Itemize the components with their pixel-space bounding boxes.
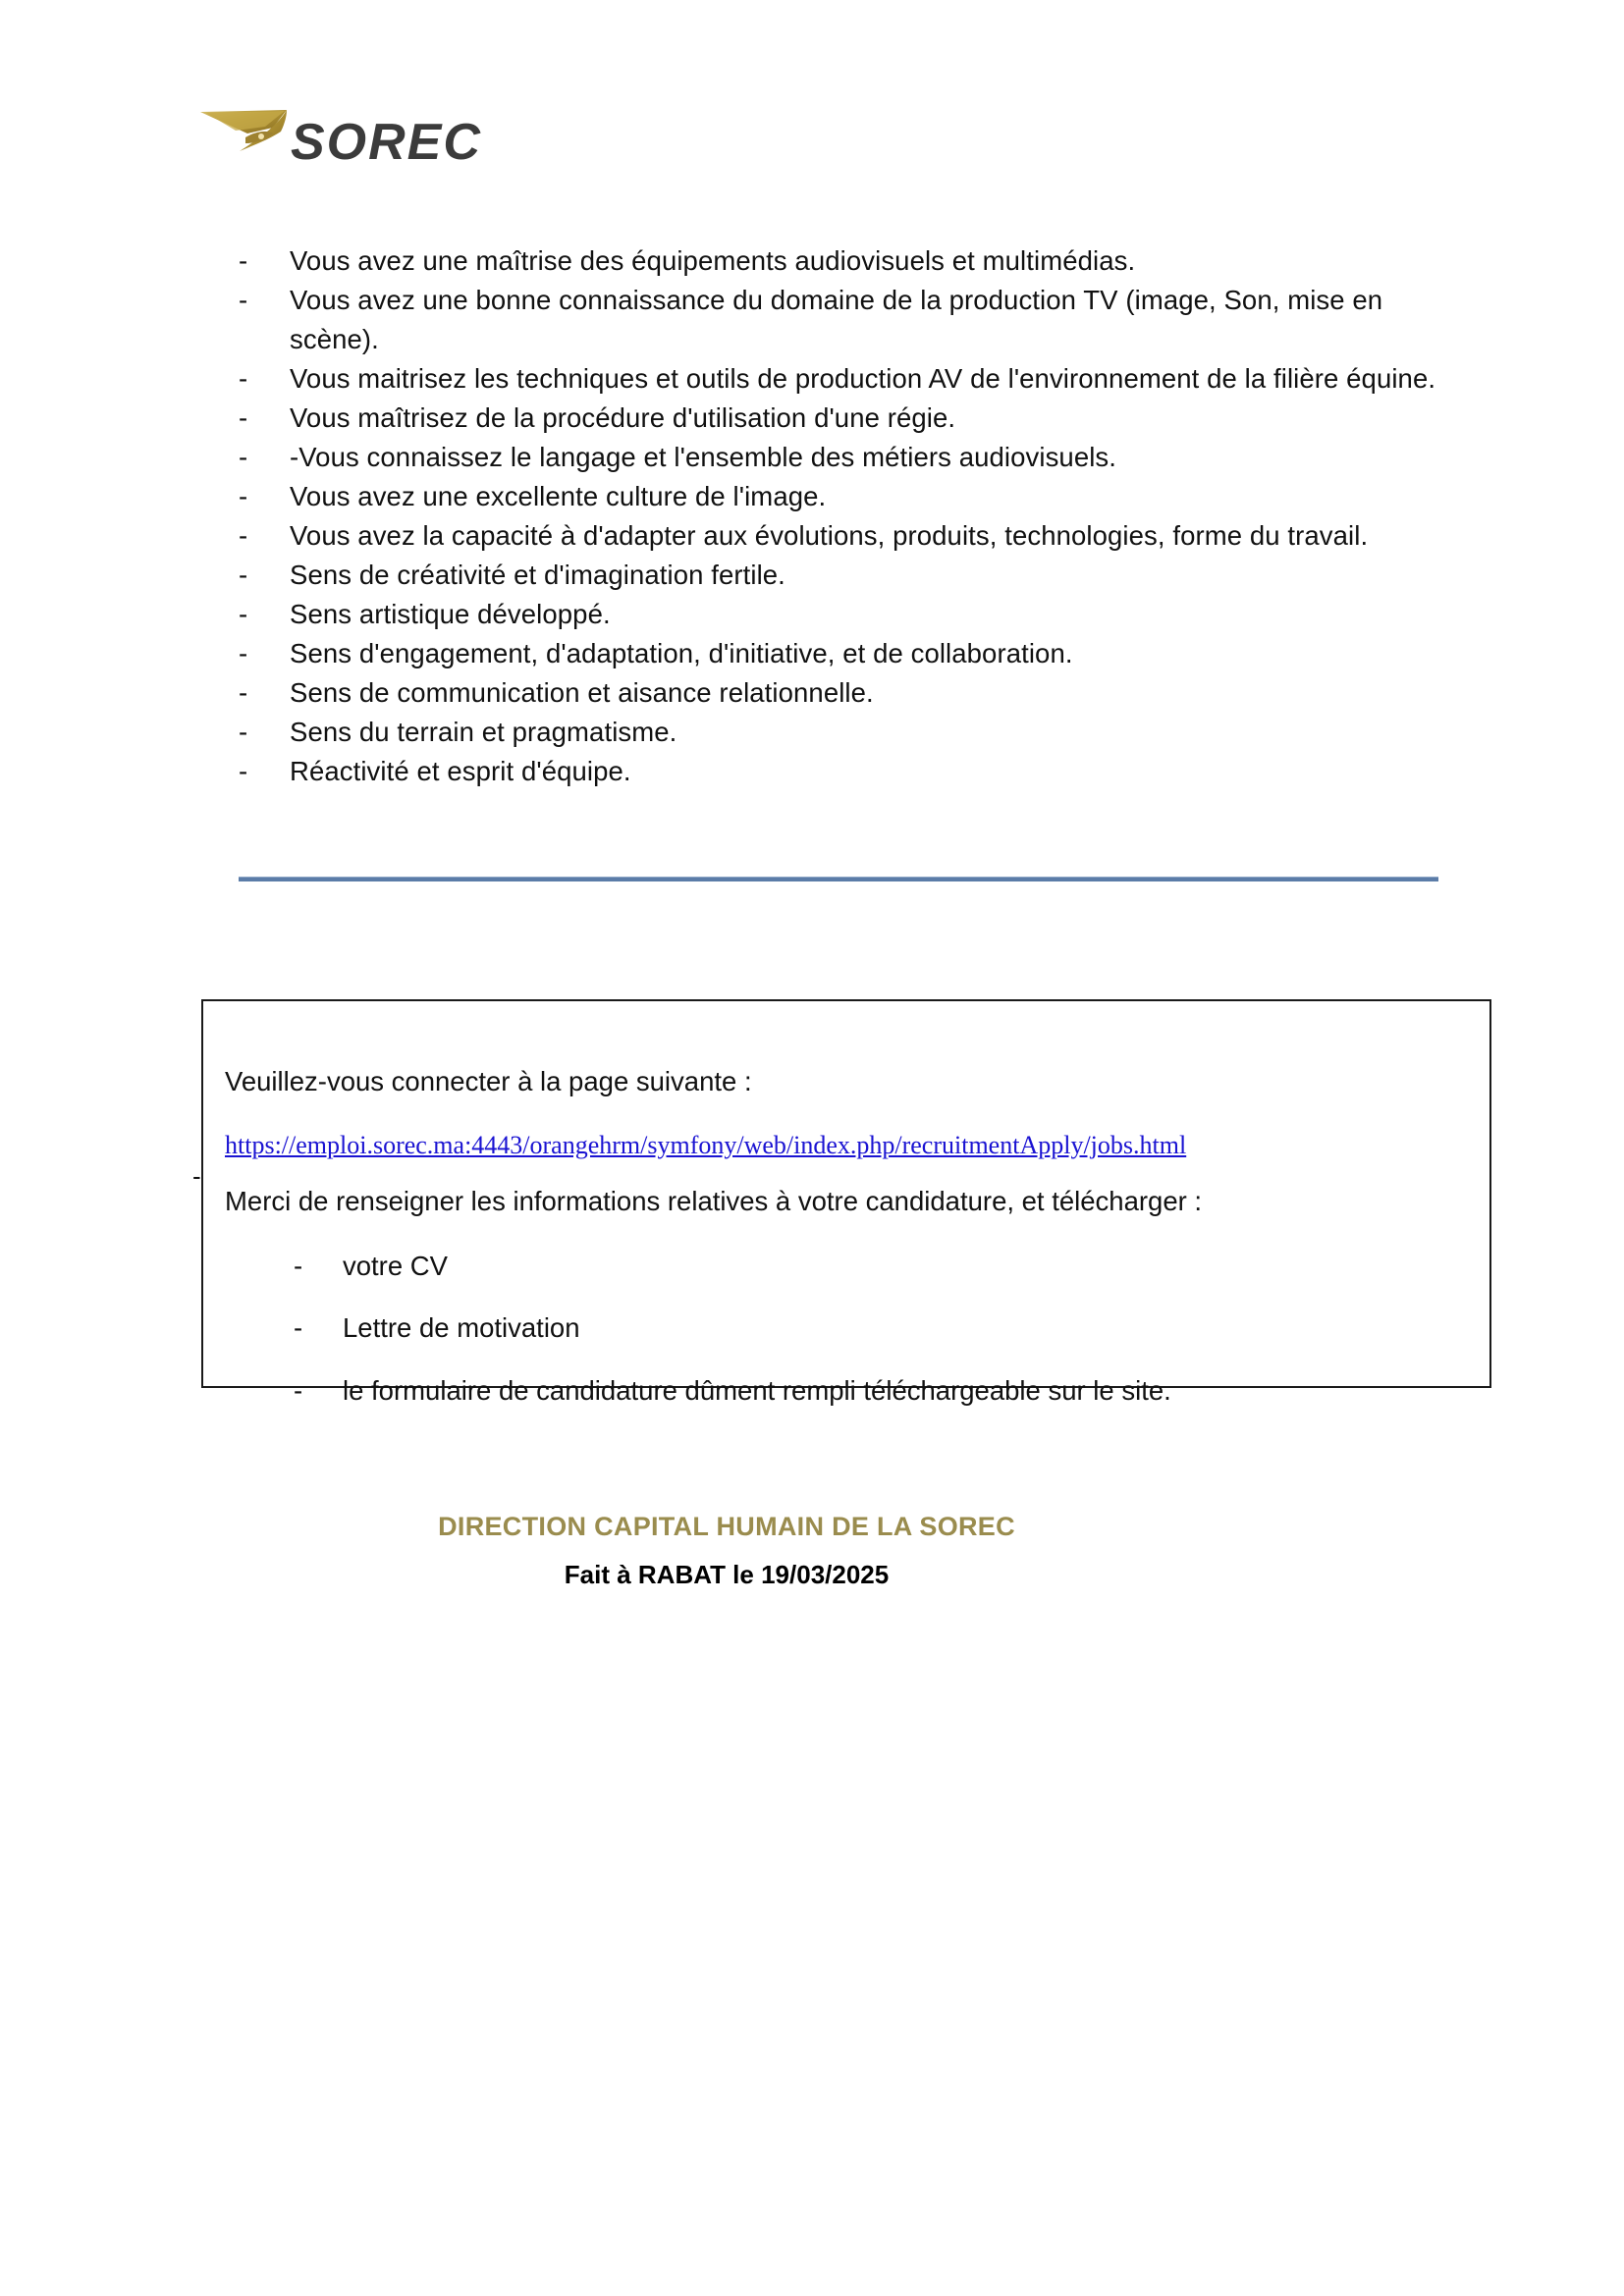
list-item-text: Sens du terrain et pragmatisme. <box>290 716 677 747</box>
list-item-text: Sens de communication et aisance relationnelle. <box>290 676 874 708</box>
list-item <box>236 713 1443 752</box>
list-item-text: Vous avez une maîtrise des équipements audiovisuels et multimédias. <box>290 245 1136 276</box>
section-divider <box>239 877 1438 881</box>
bullet-dash: - <box>239 245 248 276</box>
list-item-text: votre CV <box>343 1250 448 1281</box>
bullet-dash: - <box>239 362 248 394</box>
list-item <box>294 1249 1472 1284</box>
list-item-text: Vous maitrisez les techniques et outils de production AV de l'environnement de la filière équine. <box>290 362 1436 394</box>
list-item-text: Lettre de motivation <box>343 1312 580 1343</box>
list-item-text: Réactivité et esprit d'équipe. <box>290 755 631 786</box>
horse-swoosh-icon <box>196 94 569 183</box>
list-item <box>236 556 1443 595</box>
application-url-link[interactable]: https://emploi.sorec.ma:4443/orangehrm/symfony/web/index.php/recruitmentApply/jobs.html <box>225 1131 1187 1159</box>
bullet-dash: - <box>239 285 248 315</box>
application-instructions-box <box>201 999 1491 1406</box>
list-item-text: Sens d'engagement, d'adaptation, d'initiative, et de collaboration. <box>290 637 1073 668</box>
qualifications-list <box>236 241 1443 791</box>
bullet-dash: - <box>239 559 248 590</box>
bullet-dash: - <box>239 676 248 708</box>
bullet-dash: - <box>239 755 248 786</box>
bullet-dash: - <box>239 637 248 668</box>
list-item-text: Vous avez une excellente culture de l'image. <box>290 480 827 511</box>
footer-department: DIRECTION CAPITAL HUMAIN DE LA SOREC <box>438 1512 1015 1541</box>
footer-date-line: Fait à RABAT le 19/03/2025 <box>564 1560 890 1589</box>
stray-dash-mark: - <box>192 1161 201 1191</box>
list-item <box>236 359 1443 399</box>
list-item-text: Sens de créativité et d'imagination fertile. <box>290 559 785 590</box>
list-item-text: Vous maîtrisez de la procédure d'utilisation d'une régie. <box>290 401 956 433</box>
list-item <box>236 241 1443 281</box>
list-item <box>236 752 1443 791</box>
required-documents-list <box>225 1249 1472 1409</box>
bullet-dash: - <box>239 519 248 551</box>
list-item-text: le formulaire de candidature dûment rempli téléchargeable sur le site. <box>343 1374 1171 1406</box>
logo-wordmark: SOREC <box>291 114 482 171</box>
list-item-text: -Vous connaissez le langage et l'ensemble des métiers audiovisuels. <box>290 441 1117 472</box>
sorec-logo <box>196 94 569 183</box>
bullet-dash: - <box>239 480 248 511</box>
bullet-dash: - <box>239 716 248 747</box>
apply-intro-text: Veuillez-vous connecter à la page suivante : <box>225 1066 752 1096</box>
list-item-text: Sens artistique développé. <box>290 598 611 629</box>
document-footer <box>0 1512 1453 1590</box>
bullet-dash: - <box>294 1374 303 1406</box>
list-item-text: Vous avez la capacité à d'adapter aux évolutions, produits, technologies, forme du travail. <box>290 519 1369 551</box>
list-item <box>236 595 1443 634</box>
list-item-text: Vous avez une bonne connaissance du domaine de la production TV (image, Son, mise en scène). <box>290 285 1383 354</box>
list-item <box>236 516 1443 556</box>
list-item <box>294 1310 1472 1346</box>
apply-instruction-text: Merci de renseigner les informations relatives à votre candidature, et télécharger : <box>225 1186 1203 1216</box>
list-item <box>294 1373 1472 1409</box>
bullet-dash: - <box>239 598 248 629</box>
list-item <box>236 281 1443 358</box>
list-item <box>236 438 1443 477</box>
list-item <box>236 477 1443 516</box>
list-item <box>236 634 1443 673</box>
bullet-dash: - <box>239 441 248 472</box>
list-item <box>236 399 1443 438</box>
bullet-dash: - <box>294 1312 303 1343</box>
bullet-dash: - <box>239 401 248 433</box>
list-item <box>236 673 1443 713</box>
bullet-dash: - <box>294 1250 303 1281</box>
